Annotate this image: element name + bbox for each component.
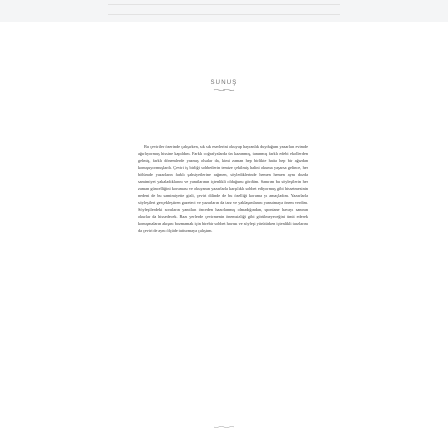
section-title: SUNUŞ [210, 80, 238, 86]
header-rule [108, 4, 340, 15]
body-paragraph: Bu çeviriler özerinde çalışırken, sık sık eserlerini okuyup hayranlık duyduğum yazarları evimde ağırlıyormuş hissine kapıldım. Farklı coğrafyalarda ün kazanmış, tanınmış farklı edebi ekollerden gelmiş, farklı dönemlerde yazmış olsalar da, kimi zaman hep birlikte hatta hep bir ağızdan konuşuyormuşlardı. Çeviri iş birliği sohbetlerin temize çekilmiş halini okuma yaşarsa gelince, her bölümde yazarların farklı şahsiyetlerine rağmen, söylediklerinde hemen hemen aynı dozda samimiyet yakaladıklarını ve yanıtlarının içtenlikli olduğunu gördüm. Sanırım bu söyleşilerin her zaman güncelliğini koruması ve okuyanın yazarlarla karşılıklı sohbet ediyormuş gibi hissetmesinin nedeni de bu samimiyette gizli, çeviri dilinde de bu özelliği koruma yı amaçladım. Yazarlarla söyleşileri gerçekleştiren gazeteci ve yazarların da tarz ve yaklaşımlarını yansıtmaya önem verdim. Söyleşilerdeki soruların yanıtları önceden hazırlanmış olmadığından, spontane havayı sanının okurlar da hissedecek. Bazı yerlerde çevirmenin önemsizliği gibi görülmeyeceğini ümit ederek konuşmaların akışını bozmamak için birebir sohbet havası ve söyleşi yürütürken içtenlikli tarzlarını da çeviri de aynı ölçüde tutturmaya çalıştım. [138, 144, 308, 233]
footer-flourish-icon [212, 424, 236, 430]
section-title-block [0, 79, 448, 93]
page-header-band [0, 0, 448, 22]
body-text-column [138, 143, 308, 393]
flourish-icon [212, 87, 236, 93]
